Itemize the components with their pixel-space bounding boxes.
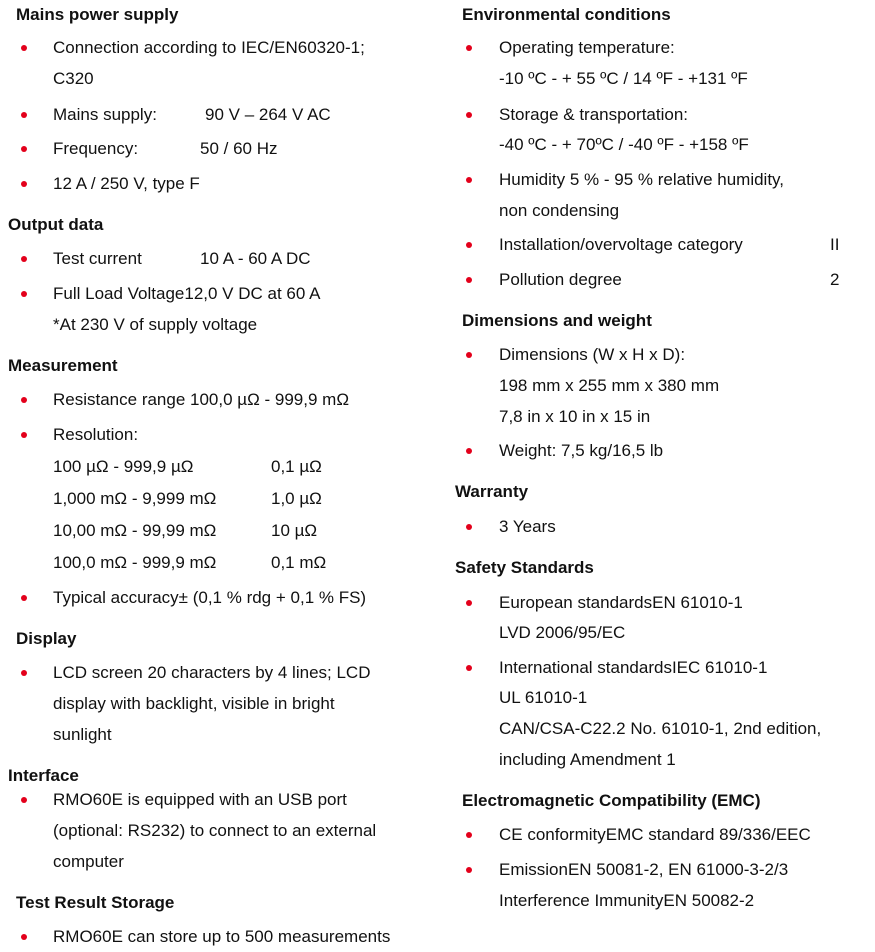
immunity-standard: Interference ImmunityEN 50082-2: [499, 891, 755, 910]
bullet-icon: [466, 45, 472, 51]
section-heading-output: Output data: [8, 215, 104, 234]
resolution-range: 1,000 mΩ - 9,999 mΩ: [53, 489, 217, 508]
typical-accuracy: Typical accuracy± (0,1 % rdg + 0,1 % FS): [53, 588, 367, 607]
bullet-icon: [21, 397, 27, 403]
mains-connection-line-1: Connection according to IEC/EN60320-1;: [53, 38, 365, 57]
bullet-icon: [466, 832, 472, 838]
resolution-range: 100,0 mΩ - 999,9 mΩ: [53, 553, 217, 572]
interface-line-1: RMO60E is equipped with an USB port: [53, 790, 347, 809]
display-line-1: LCD screen 20 characters by 4 lines; LCD: [53, 663, 371, 682]
bullet-icon: [21, 291, 27, 297]
bullet-icon: [466, 867, 472, 873]
emission-standard: EmissionEN 50081-2, EN 61000-3-2/3: [499, 860, 789, 879]
international-standards-line-3: CAN/CSA-C22.2 No. 61010-1, 2nd edition,: [499, 719, 822, 738]
resolution-label: Resolution:: [53, 425, 139, 444]
bullet-icon: [21, 432, 27, 438]
mains-supply-label: Mains supply:: [53, 105, 157, 124]
display-line-2: display with backlight, visible in bright: [53, 694, 335, 713]
resolution-value: 0,1 µΩ: [271, 457, 322, 476]
frequency-value: 50 / 60 Hz: [200, 139, 278, 158]
international-standards-line-1: International standardsIEC 61010-1: [499, 658, 768, 677]
display-line-3: sunlight: [53, 725, 112, 744]
resolution-value: 1,0 µΩ: [271, 489, 322, 508]
section-heading-warranty: Warranty: [455, 482, 529, 501]
storage-line: RMO60E can store up to 500 measurements: [53, 927, 391, 946]
bullet-icon: [21, 670, 27, 676]
bullet-icon: [466, 177, 472, 183]
bullet-icon: [21, 45, 27, 51]
bullet-icon: [466, 600, 472, 606]
bullet-icon: [21, 256, 27, 262]
bullet-icon: [21, 934, 27, 940]
european-standards-line-2: LVD 2006/95/EC: [499, 623, 626, 642]
dimensions-line-1: Dimensions (W x H x D):: [499, 345, 686, 364]
supply-voltage-note: *At 230 V of supply voltage: [53, 315, 258, 334]
frequency-label: Frequency:: [53, 139, 139, 158]
bullet-icon: [466, 524, 472, 530]
mains-connection-line-2: C320: [53, 69, 94, 88]
bullet-icon: [21, 595, 27, 601]
resolution-value: 0,1 mΩ: [271, 553, 327, 572]
operating-temp-value: -10 ºC - + 55 ºC / 14 ºF - +131 ºF: [499, 69, 748, 88]
section-heading-measurement: Measurement: [8, 356, 118, 375]
pollution-degree-label: Pollution degree: [499, 270, 622, 289]
european-standards-line-1: European standardsEN 61010-1: [499, 593, 743, 612]
section-heading-interface: Interface: [8, 766, 79, 785]
pollution-degree-value: 2: [830, 270, 840, 289]
bullet-icon: [466, 112, 472, 118]
section-heading-safety: Safety Standards: [455, 558, 594, 577]
resistance-range: Resistance range 100,0 µΩ - 999,9 mΩ: [53, 390, 350, 409]
section-heading-environment: Environmental conditions: [462, 5, 671, 24]
bullet-icon: [21, 181, 27, 187]
installation-category-label: Installation/overvoltage category: [499, 235, 743, 254]
bullet-icon: [21, 146, 27, 152]
fuse-rating: 12 A / 250 V, type F: [53, 174, 200, 193]
section-heading-dimensions: Dimensions and weight: [462, 311, 652, 330]
bullet-icon: [466, 277, 472, 283]
humidity-line-1: Humidity 5 % - 95 % relative humidity,: [499, 170, 785, 189]
bullet-icon: [466, 352, 472, 358]
international-standards-line-2: UL 61010-1: [499, 688, 588, 707]
bullet-icon: [466, 448, 472, 454]
operating-temp-label: Operating temperature:: [499, 38, 675, 57]
resolution-value: 10 µΩ: [271, 521, 318, 540]
humidity-line-2: non condensing: [499, 201, 620, 220]
bullet-icon: [466, 242, 472, 248]
dimensions-line-3: 7,8 in x 10 in x 15 in: [499, 407, 651, 426]
international-standards-line-4: including Amendment 1: [499, 750, 676, 769]
test-current-label: Test current: [53, 249, 142, 268]
full-load-voltage: Full Load Voltage12,0 V DC at 60 A: [53, 284, 321, 303]
ce-conformity: CE conformityEMC standard 89/336/EEC: [499, 825, 811, 844]
warranty-value: 3 Years: [499, 517, 556, 536]
storage-temp-label: Storage & transportation:: [499, 105, 689, 124]
section-heading-emc: Electromagnetic Compatibility (EMC): [462, 791, 761, 810]
installation-category-value: II: [830, 235, 840, 254]
weight-line: Weight: 7,5 kg/16,5 lb: [499, 441, 664, 460]
section-heading-mains: Mains power supply: [16, 5, 179, 24]
resolution-range: 10,00 mΩ - 99,99 mΩ: [53, 521, 217, 540]
resolution-range: 100 µΩ - 999,9 µΩ: [53, 457, 194, 476]
interface-line-3: computer: [53, 852, 124, 871]
dimensions-line-2: 198 mm x 255 mm x 380 mm: [499, 376, 720, 395]
bullet-icon: [21, 797, 27, 803]
storage-temp-value: -40 ºC - + 70ºC / -40 ºF - +158 ºF: [499, 135, 749, 154]
bullet-icon: [466, 665, 472, 671]
section-heading-storage: Test Result Storage: [16, 893, 175, 912]
test-current-value: 10 A - 60 A DC: [200, 249, 311, 268]
interface-line-2: (optional: RS232) to connect to an external: [53, 821, 377, 840]
mains-supply-value: 90 V – 264 V AC: [205, 105, 331, 124]
bullet-icon: [21, 112, 27, 118]
section-heading-display: Display: [16, 629, 77, 648]
